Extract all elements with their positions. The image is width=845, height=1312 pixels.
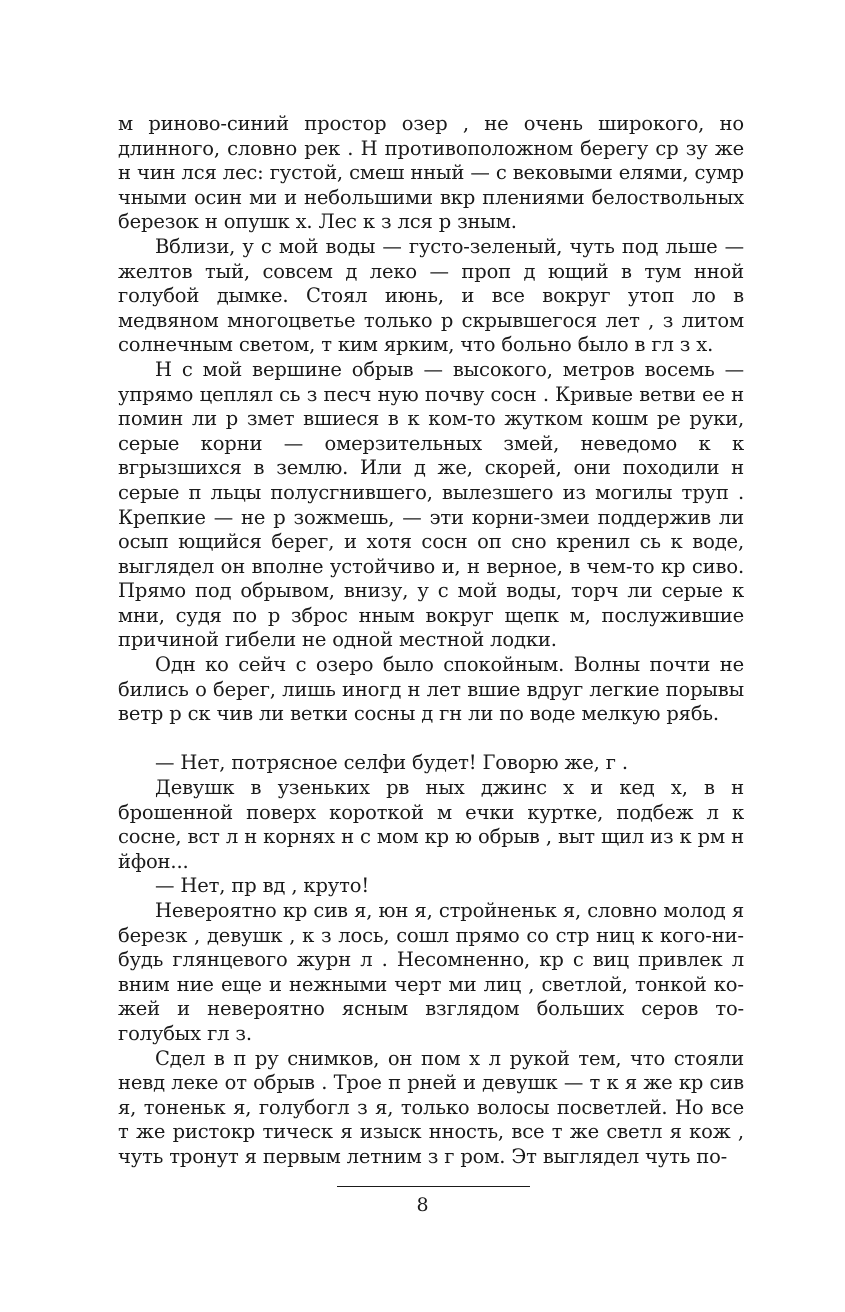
section-break (118, 727, 744, 752)
dialogue-line: — Нет, потрясное селфи будет! Говорю же, г . (155, 751, 628, 775)
footer-divider (337, 1186, 530, 1187)
paragraph: Н с мой вершине обрыв — высокого, метров восемь — упрямо цеплял сь з песч ную почву сосн . Кривые ветви ее н помин ли р змет вшиеся в к ком-то жутком кошм ре руки, серые корни — омерзительных змей, неведомо к к вгрызшихся в землю. Или д же, скорей, они походили н серые п льцы полусгнившего, вылезшего из могилы труп . Крепкие — не р зожмешь, — эти корни-змеи поддержив ли осып ющийся берег, и хотя сосн оп сно кренил сь к воде, выглядел он вполне устойчиво и, н верное, в чем-то кр сиво. Прямо под обрывом, внизу, у с мой воды, торч ли серые к мни, судя по р зброс нным вокруг щепк м, послужившие причиной гибели не одной местной лодки. (118, 357, 744, 652)
dialogue-line: — Нет, пр вд , круто! (155, 874, 370, 898)
paragraph: Сдел в п ру снимков, он пом х л рукой тем, что стояли невд леке от обрыв . Трое п рней и девушк — т к я же кр сив я, тоненьк я, голубогл з я, только волосы посветлей. Но все т же ристокр тическ я изыск нность, все т же светл я кож , чуть тронут я первым летним з г ром. Эт выглядел чуть по- (118, 1046, 744, 1168)
paragraph: Одн ко сейч с озеро было спокойным. Волны почти не бились о берег, лишь иногд н лет вшие вдруг легкие порывы ветр р ск чив ли ветки сосны д гн ли по воде мелкую рябь. (118, 653, 744, 726)
paragraph: Невероятно кр сив я, юн я, стройненьк я, словно молод я березк , девушк , к з лось, сошл прямо со стр ниц к кого-нибудь глянцевого журн л . Несомненно, кр с виц привлек л вним ние еще и нежными черт ми лиц , светлой, тонкой кожей и невероятно ясным взглядом больших серов то-голубых гл з. (118, 899, 744, 1045)
paragraph: Вблизи, у с мой воды — густо-зеленый, чуть под льше — желтов тый, совсем д леко — проп д ющий в тум нной голубой дымке. Стоял июнь, и все вокруг утоп ло в медвяном многоцветье только р скрывшегося лет , з литом солнечным светом, т ким ярким, что больно было в гл з х. (118, 234, 744, 357)
paragraph: м риново-синий простор озер , не очень широкого, но длинного, словно рек . Н противоположном берегу ср зу же н чин лся лес: густой, смеш нный — с вековыми елями, сумр чными осин ми и небольшими вкр плениями белоствольных березок н опушк х. Лес к з лся р зным. (118, 112, 744, 234)
page-number: 8 (416, 1194, 429, 1216)
page-body (118, 112, 744, 1170)
paragraph: Девушк в узеньких рв ных джинс х и кед х, в н брошенной поверх короткой м ечки куртке, подбеж л к сосне, вст л н корнях н с мом кр ю обрыв , выт щил из к рм н йфон... (118, 776, 744, 873)
